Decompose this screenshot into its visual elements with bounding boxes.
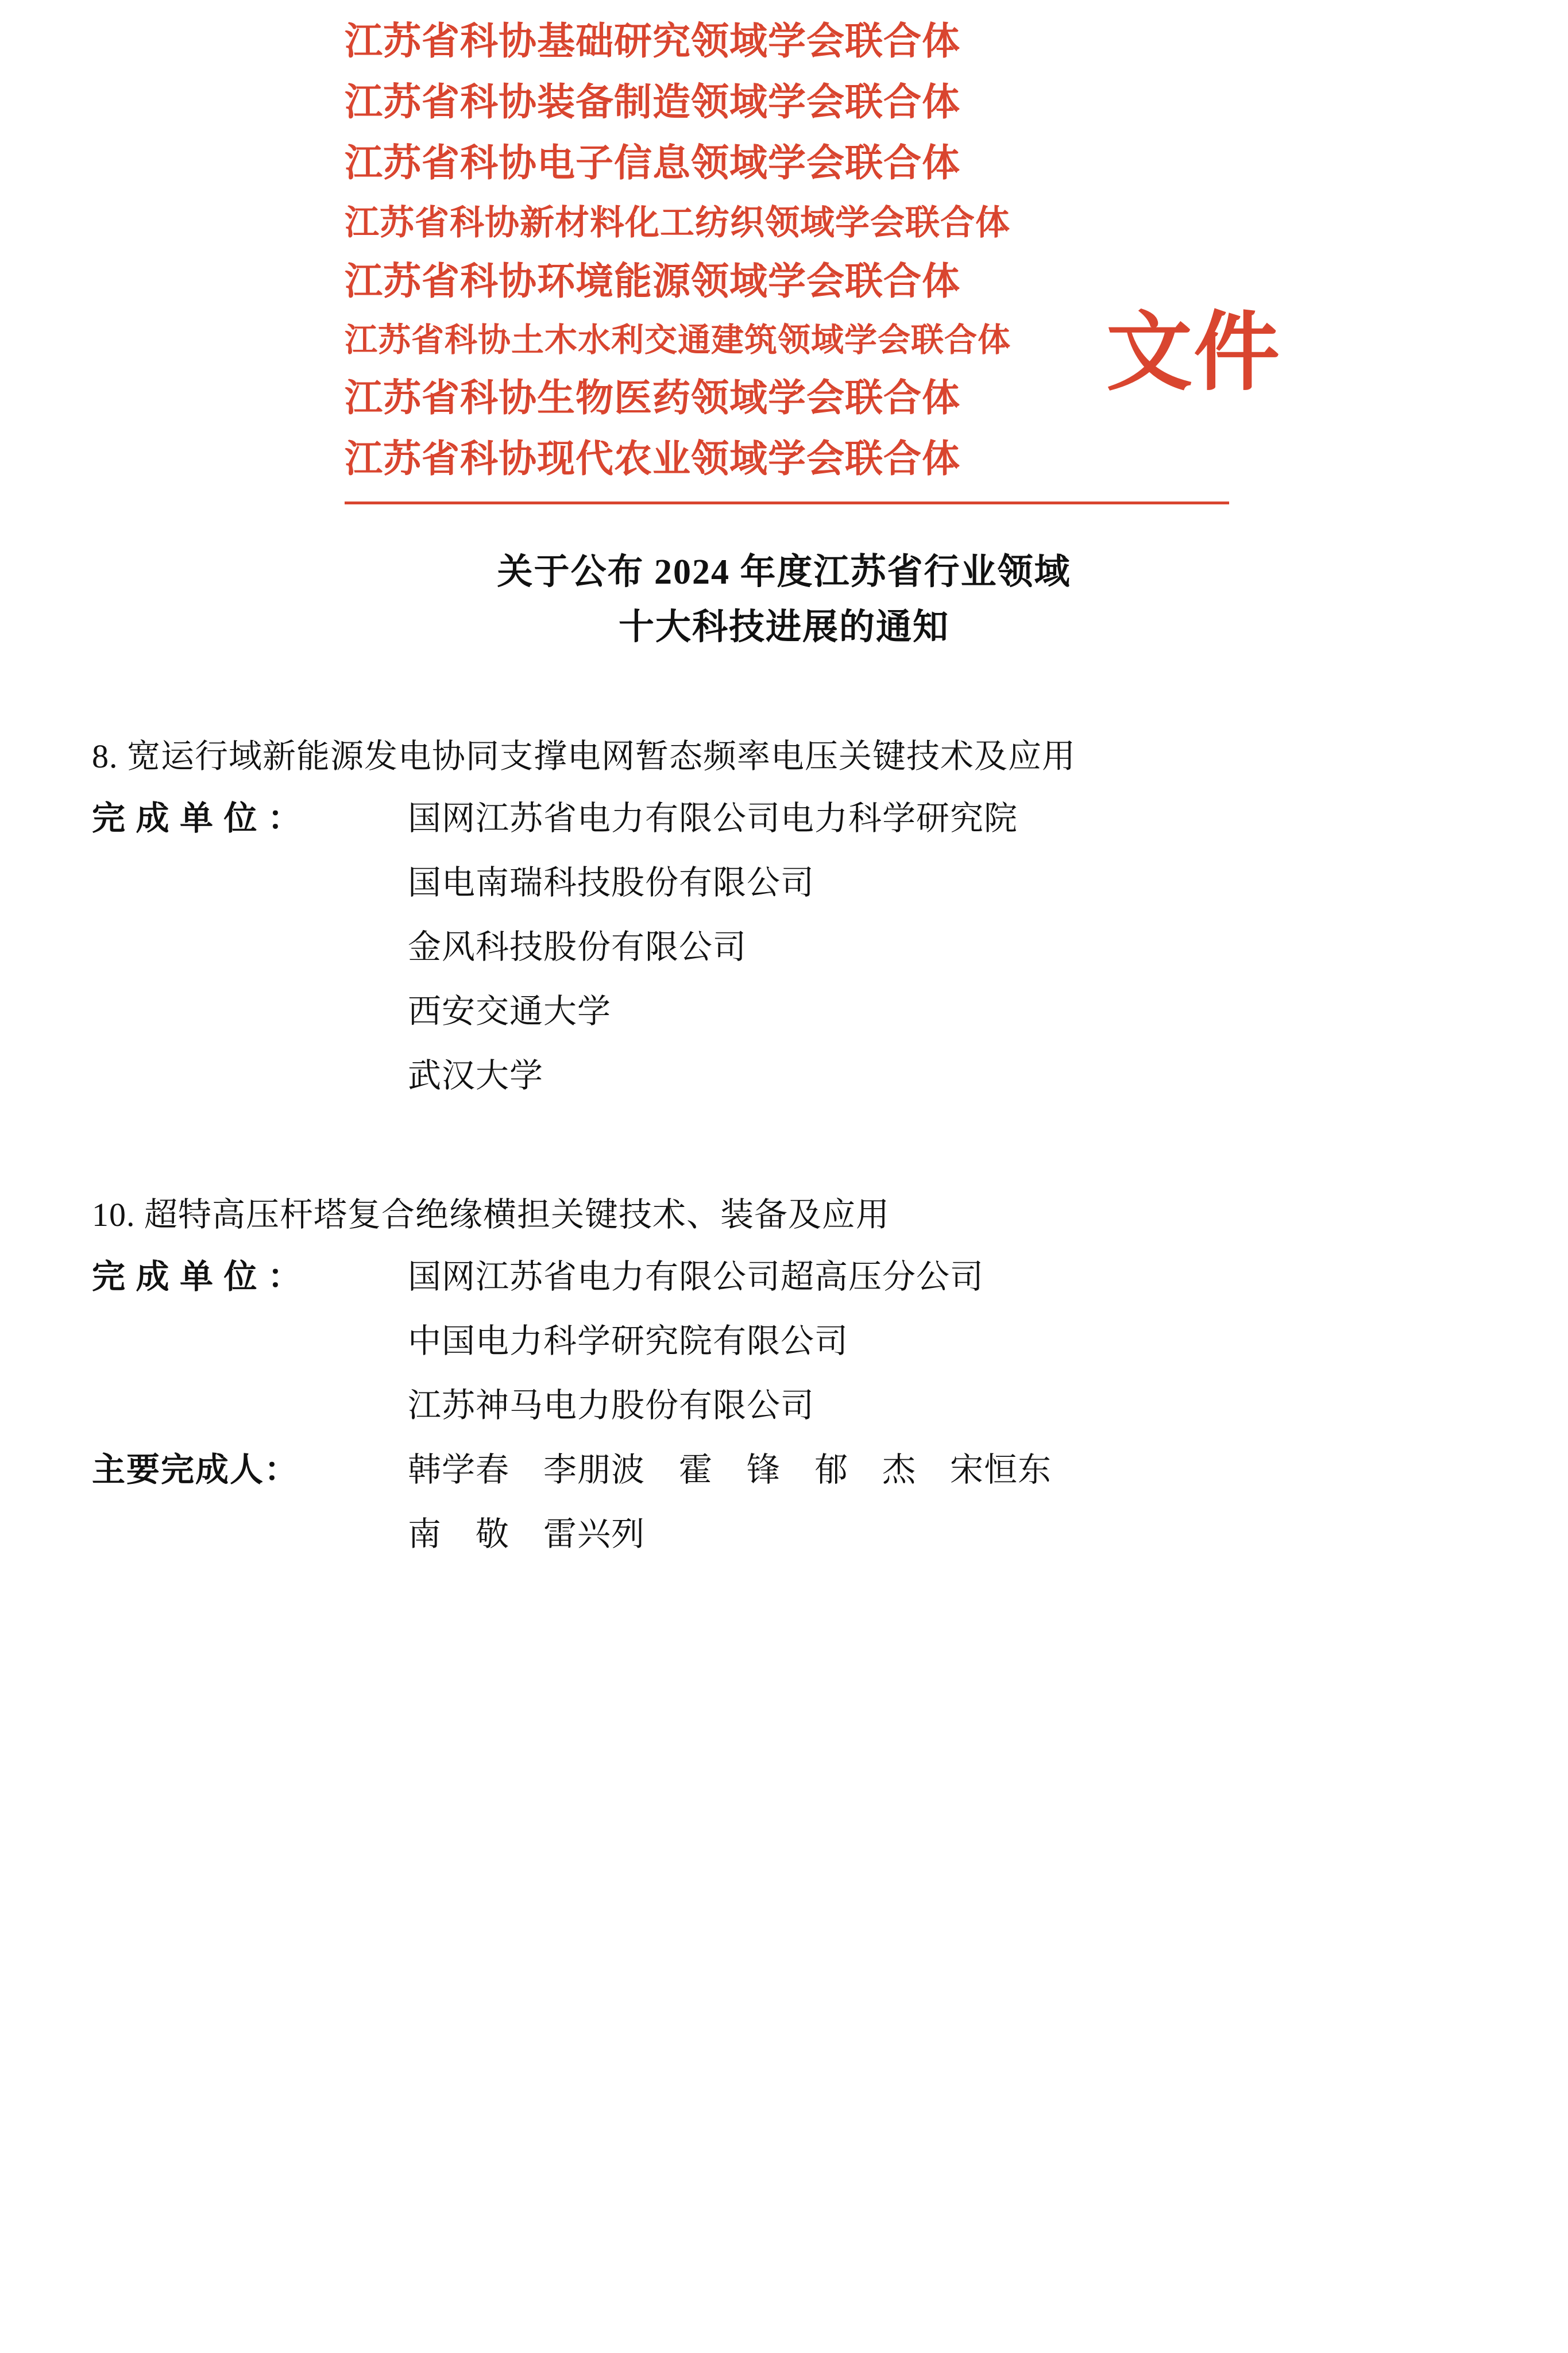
row-value: 江苏神马电力股份有限公司 — [408, 1386, 815, 1424]
row-value: 西安交通大学 — [408, 993, 612, 1030]
letterhead-org-7: 江苏省科协生物医药领域学会联合体 — [345, 377, 960, 419]
row-label: 完 成 单 位 ： — [92, 1257, 303, 1295]
letterhead-org-list — [345, 23, 1103, 479]
row-value: 南 敬 雷兴列 — [408, 1515, 646, 1553]
row-values — [408, 1250, 1482, 1443]
entry-heading: 8. 宽运行域新能源发电协同支撑电网暂态频率电压关键技术及应用 — [92, 738, 1076, 776]
award-entry — [86, 1188, 1482, 1572]
entry-heading: 10. 超特高压杆塔复合绝缘横担关键技术、装备及应用 — [92, 1195, 890, 1233]
row-value: 韩学春 李朋波 霍 锋 郁 杰 宋恒东 — [408, 1451, 1052, 1488]
letterhead-org-1: 江苏省科协基础研究领域学会联合体 — [345, 21, 960, 63]
row-value: 国电南瑞科技股份有限公司 — [408, 864, 815, 902]
document-mark: 文件 — [1106, 306, 1281, 401]
letterhead-org-4: 江苏省科协新材料化工纺织领域学会联合体 — [345, 204, 1010, 242]
letterhead-divider — [345, 502, 1229, 504]
section-spacer — [86, 1148, 1482, 1188]
row-values — [408, 1443, 1482, 1572]
letterhead-org-5: 江苏省科协环境能源领域学会联合体 — [345, 261, 960, 303]
row-label: 主要完成人： — [92, 1451, 299, 1488]
letterhead-org-2: 江苏省科协装备制造领域学会联合体 — [345, 82, 960, 124]
award-entry — [86, 730, 1482, 1113]
page-title — [86, 545, 1482, 655]
page-title-line-2: 十大科技进展的通知 — [618, 608, 949, 647]
row-value: 中国电力科学研究院有限公司 — [408, 1322, 849, 1360]
row-value: 国网江苏省电力有限公司电力科学研究院 — [408, 800, 1018, 838]
letterhead-org-6: 江苏省科协土木水利交通建筑领域学会联合体 — [345, 322, 1011, 358]
row-value: 国网江苏省电力有限公司超高压分公司 — [408, 1257, 984, 1295]
row-value: 金风科技股份有限公司 — [408, 928, 747, 966]
letterhead-org-3: 江苏省科协电子信息领域学会联合体 — [345, 142, 960, 184]
document-body — [86, 730, 1482, 1571]
row-values — [408, 792, 1482, 1113]
row-value: 武汉大学 — [408, 1056, 544, 1094]
letterhead-org-8: 江苏省科协现代农业领域学会联合体 — [345, 438, 960, 480]
entry-row — [86, 792, 1482, 1113]
letterhead — [0, 0, 1568, 504]
row-label: 完 成 单 位 ： — [92, 800, 303, 838]
page-title-line-1: 关于公布 2024 年度江苏省行业领域 — [497, 553, 1071, 592]
entry-row — [86, 1443, 1482, 1572]
entry-row — [86, 1250, 1482, 1443]
